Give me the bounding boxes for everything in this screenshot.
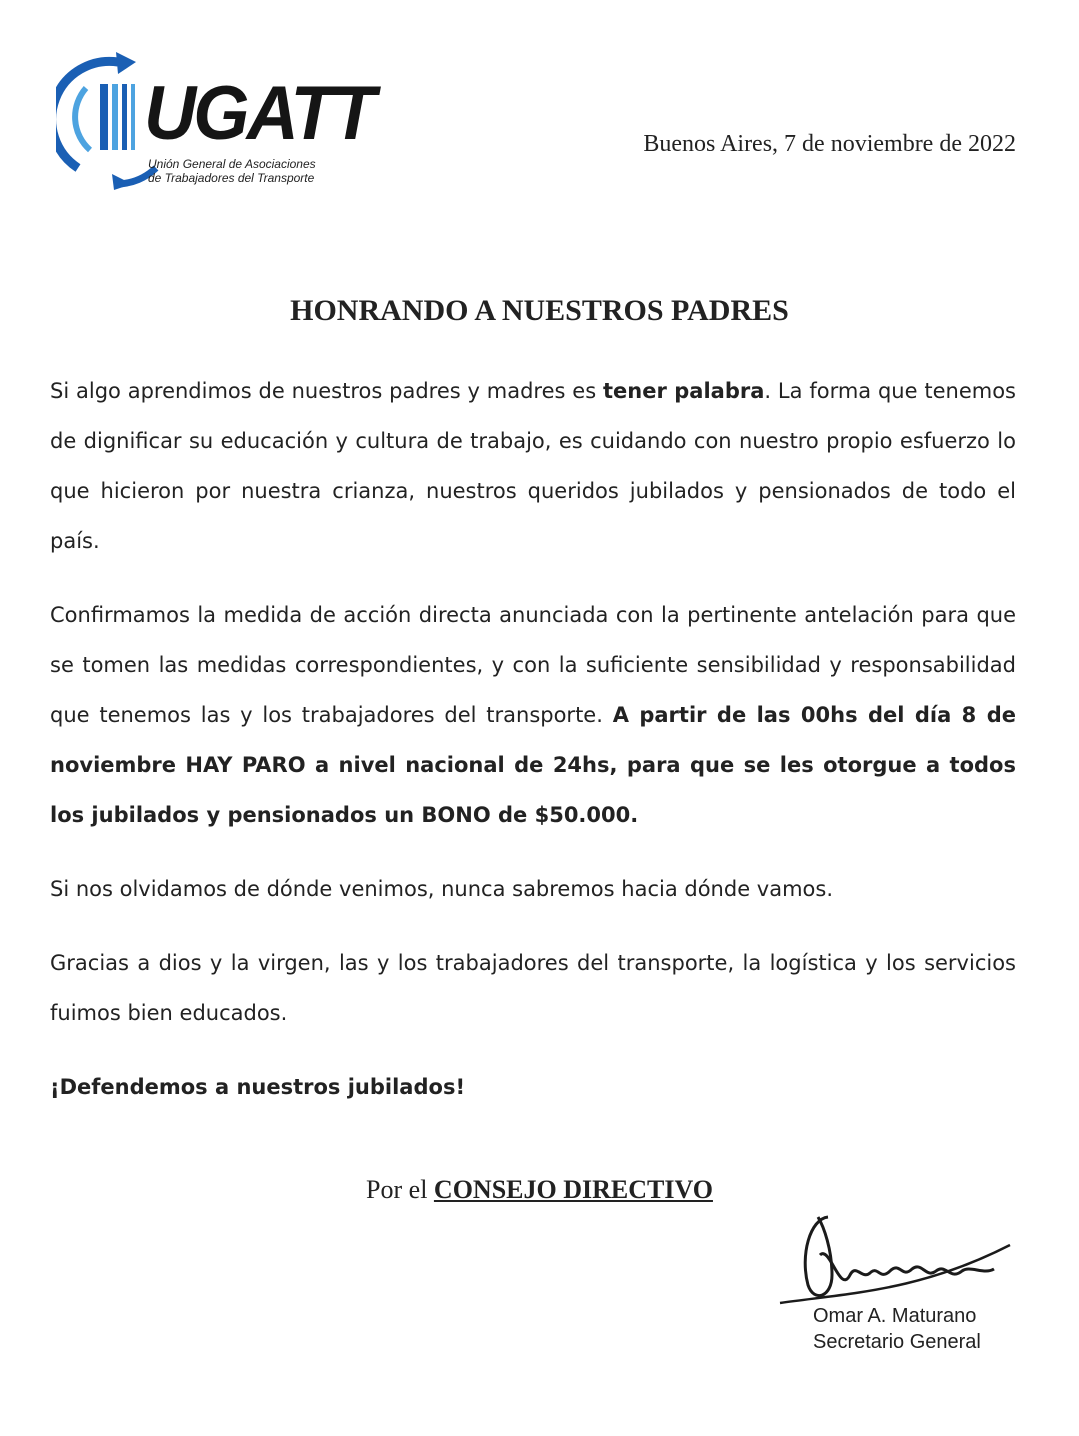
logo-subtitle <box>148 157 316 185</box>
ugatt-logo <box>56 50 374 190</box>
paragraph-5 <box>50 1062 1016 1112</box>
logo-subtitle-line-2: de Trabajadores del Transporte <box>148 171 315 185</box>
paragraph-2 <box>50 590 1016 840</box>
paragraph-5-emphasis: ¡Defendemos a nuestros jubilados! <box>50 1075 466 1099</box>
logo-word: UGATT <box>144 71 374 156</box>
paragraph-1-text-b: . La forma que tenemos de dignificar su educación y cultura de trabajo, es cuidando con nuestro propio esfuerzo lo que hicieron por nuestra crianza, nuestros queridos jubilados y pensionados de todo el país. <box>50 379 1016 553</box>
logo-subtitle-line-1: Unión General de Asociaciones <box>148 157 316 171</box>
paragraph-1-emphasis: tener palabra <box>602 379 765 403</box>
signatory-role: Secretario General <box>813 1331 981 1353</box>
closing-line <box>0 1175 1079 1205</box>
consejo-directivo: CONSEJO DIRECTIVO <box>433 1175 713 1204</box>
paragraph-3: Si nos olvidamos de dónde venimos, nunca sabremos hacia dónde vamos. <box>50 877 834 901</box>
signature-icon <box>770 1205 1020 1315</box>
signatory-block <box>813 1303 1013 1355</box>
paragraph-2-emphasis: A partir de las 00hs del día 8 de noviembre HAY PARO a nivel nacional de 24hs, para que se les otorgue a todos los jubilados y pensionados un BONO de $50.000. <box>50 703 1016 827</box>
paragraph-1-text-a: Si algo aprendimos de nuestros padres y madres es <box>50 379 603 403</box>
document-title: HONRANDO A NUESTROS PADRES <box>290 294 789 327</box>
paragraph-2-text: Confirmamos la medida de acción directa anunciada con la pertinente antelación para que se tomen las medidas correspondientes, y con la suficiente sensibilidad y responsabilidad que tenemos las y los trabajadores del transporte. <box>50 603 1016 727</box>
signatory-name: Omar A. Maturano <box>813 1305 977 1327</box>
closing-prefix: Por el <box>366 1175 434 1204</box>
paragraph-4: Gracias a dios y la virgen, las y los trabajadores del transporte, la logística y los servicios fuimos bien educados. <box>50 951 1016 1025</box>
document-body <box>50 366 1016 1112</box>
document-date: Buenos Aires, 7 de noviembre de 2022 <box>643 131 1016 157</box>
paragraph-1 <box>50 366 1016 566</box>
